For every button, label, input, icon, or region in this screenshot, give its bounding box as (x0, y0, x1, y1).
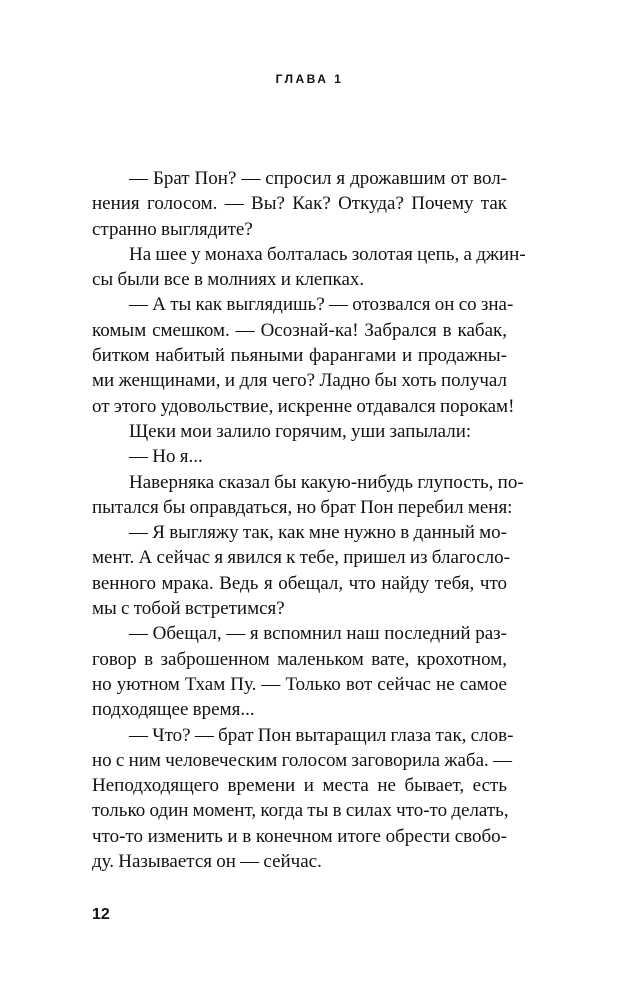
text-line: нения голосом. — Вы? Как? Откуда? Почему так (92, 193, 507, 215)
text-line: — Что? — брат Пон вытаращил глаза так, слов- (129, 724, 514, 746)
page-number: 12 (92, 906, 110, 923)
text-line: — Обещал, — я вспомнил наш последний раз- (129, 623, 507, 645)
text-line: — Но я... (129, 446, 203, 468)
text-line: венного мрака. Ведь я обещал, что найду тебя, что (92, 572, 507, 594)
text-line: только один момент, когда ты в силах что-то делать, (92, 800, 509, 822)
text-line: Наверняка сказал бы какую-нибудь глупость, по- (129, 471, 524, 493)
text-line: говор в заброшенном маленьком вате, крохотном, (92, 648, 507, 670)
text-line: сы были все в молниях и клепках. (92, 269, 365, 291)
text-line: — Брат Пон? — спросил я дрожавшим от вол- (129, 168, 507, 189)
text-line: что-то изменить и в конечном итоге обрести свобо- (92, 825, 507, 847)
text-line: но с ним человеческим голосом заговорила жаба. — (92, 749, 513, 771)
text-line: На шее у монаха болталась золотая цепь, а джин- (129, 243, 526, 265)
text-line: от этого удовольствие, искренне отдавался порокам! (92, 395, 515, 417)
text-line: мент. А сейчас я явился к тебе, пришел из благосло- (92, 547, 510, 569)
text-line: Неподходящего времени и места не бывает, есть (92, 775, 507, 797)
text-line: ми женщинами, и для чего? Ладно бы хоть получал (92, 370, 507, 392)
text-line: комым смешком. — Осознай-ка! Забрался в кабак, (92, 319, 507, 341)
text-line: ду. Называется он — сейчас. (92, 851, 322, 873)
text-line: — Я выгляжу так, как мне нужно в данный мо- (129, 522, 507, 544)
text-line: странно выглядите? (92, 218, 253, 240)
text-line: но уютном Тхам Пу. — Только вот сейчас не самое (92, 673, 507, 695)
body-text (92, 166, 526, 874)
text-line: — А ты как выглядишь? — отозвался он со зна- (129, 294, 514, 316)
text-line: подходящее время... (92, 699, 255, 721)
text-line: мы с тобой встретимся? (92, 598, 285, 620)
running-head: ГЛАВА 1 (275, 72, 344, 86)
text-line: пытался бы оправдаться, но брат Пон перебил меня: (92, 496, 513, 518)
text-line: Щеки мои залило горячим, уши запылали: (129, 420, 472, 442)
text-line: битком набитый пьяными фарангами и продажны- (92, 345, 507, 367)
